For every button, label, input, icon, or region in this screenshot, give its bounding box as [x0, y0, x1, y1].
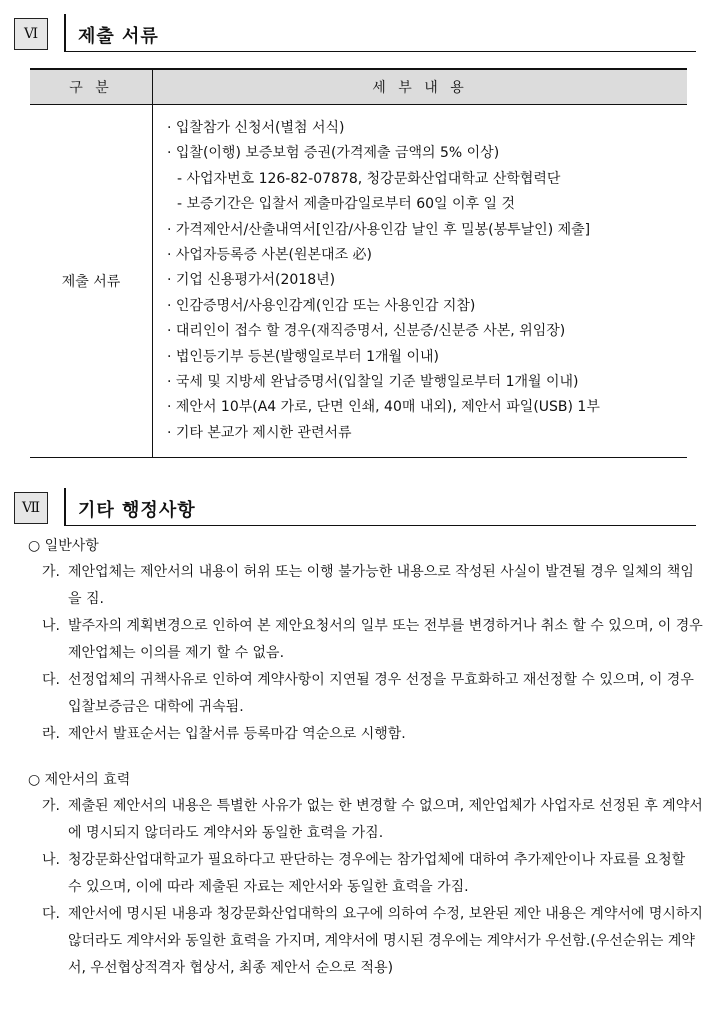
item-marker: 가.	[42, 798, 60, 814]
document-sub-item: - 사업자번호 126-82-07878, 청강문화산업대학교 산학협력단	[177, 170, 561, 187]
section-divider	[64, 488, 66, 526]
list-item	[28, 559, 703, 613]
document-list	[167, 116, 687, 446]
document-item: · 기타 본교가 제시한 관련서류	[167, 424, 352, 441]
section-7-numeral: Ⅶ	[14, 492, 48, 524]
document-item: · 제안서 10부(A4 가로, 단면 인쇄, 40매 내외), 제안서 파일(USB) 1부	[167, 399, 600, 416]
item-marker: 다.	[42, 906, 60, 922]
list-item	[28, 721, 703, 748]
table-row	[30, 105, 687, 458]
document-item: · 인감증명서/사용인감계(인감 또는 사용인감 지참)	[167, 297, 476, 314]
document-sub-item: - 보증기간은 입찰서 제출마감일로부터 60일 이후 일 것	[177, 196, 516, 213]
category-cell: 제출 서류	[30, 105, 153, 458]
item-marker: 가.	[42, 564, 60, 580]
section-6-header	[14, 14, 696, 54]
section-underline	[64, 525, 696, 526]
document-item: · 가격제안서/산출내역서[인감/사용인감 날인 후 밀봉(봉투날인) 제출]	[167, 221, 591, 238]
document-item: · 대리인이 접수 할 경우(재직증명서, 신분증/신분증 사본, 위임장)	[167, 323, 566, 340]
header-category: 구 분	[30, 69, 153, 105]
document-item: · 입찰(이행) 보증보험 증권(가격제출 금액의 5% 이상)	[167, 145, 500, 162]
section-underline	[64, 51, 696, 52]
section-6-title: 제출 서류	[78, 26, 159, 47]
item-text: 제안서 발표순서는 입찰서류 등록마감 역순으로 시행함.	[68, 726, 406, 742]
general-matters	[28, 533, 703, 748]
section-divider	[64, 14, 66, 52]
list-item	[28, 793, 703, 847]
header-details: 세 부 내 용	[153, 69, 688, 105]
proposal-validity	[28, 767, 703, 982]
list-item	[28, 847, 703, 901]
document-item: · 사업자등록증 사본(원본대조 必)	[167, 246, 373, 263]
document-item: · 법인등기부 등본(발행일로부터 1개월 이내)	[167, 348, 439, 365]
section-6-numeral: Ⅵ	[14, 18, 48, 50]
item-text: 제안업체는 제안서의 내용이 허위 또는 이행 불가능한 내용으로 작성된 사실이 발견될 경우 일체의 책임을 짐.	[68, 564, 694, 607]
general-matters-list	[28, 559, 703, 748]
item-marker: 라.	[42, 726, 60, 742]
general-matters-title: ○ 일반사항	[28, 538, 99, 554]
proposal-validity-list	[28, 793, 703, 982]
item-text: 제안서에 명시된 내용과 청강문화산업대학의 요구에 의하여 수정, 보완된 제안 내용은 계약서에 명시하지 않더라도 계약서와 동일한 효력을 가지며, 계약서에 명시된 경우에는 계약서가 우선함.(우선순위는 계약서, 우선협상적격자 협상서, 최종 제안서 순으로 적용)	[68, 906, 703, 976]
item-marker: 나.	[42, 852, 60, 868]
proposal-validity-title: ○ 제안서의 효력	[28, 772, 131, 788]
list-item	[28, 667, 703, 721]
item-marker: 나.	[42, 618, 60, 634]
list-item	[28, 901, 703, 982]
item-marker: 다.	[42, 672, 60, 688]
list-item	[28, 613, 703, 667]
document-item: · 입찰참가 신청서(별첨 서식)	[167, 120, 345, 136]
document-item: · 기업 신용평가서(2018년)	[167, 272, 336, 289]
item-text: 발주자의 계획변경으로 인하여 본 제안요청서의 일부 또는 전부를 변경하거나 취소 할 수 있으며, 이 경우 제안업체는 이의를 제기 할 수 없음.	[68, 618, 703, 661]
section-7-title: 기타 행정사항	[78, 500, 196, 521]
section-7-header	[14, 488, 696, 528]
table-header-row	[30, 69, 687, 105]
item-text: 청강문화산업대학교가 필요하다고 판단하는 경우에는 참가업체에 대하여 추가제안이나 자료를 요청할 수 있으며, 이에 따라 제출된 자료는 제안서와 동일한 효력을 가짐.	[68, 852, 686, 895]
item-text: 제출된 제안서의 내용은 특별한 사유가 없는 한 변경할 수 없으며, 제안업체가 사업자로 선정된 후 계약서에 명시되지 않더라도 계약서와 동일한 효력을 가짐.	[68, 798, 703, 841]
details-cell	[153, 105, 688, 458]
submission-documents-table	[30, 68, 687, 458]
document-item: · 국세 및 지방세 완납증명서(입찰일 기준 발행일로부터 1개월 이내)	[167, 373, 579, 390]
item-text: 선정업체의 귀책사유로 인하여 계약사항이 지연될 경우 선정을 무효화하고 재선정할 수 있으며, 이 경우 입찰보증금은 대학에 귀속됨.	[68, 672, 694, 715]
